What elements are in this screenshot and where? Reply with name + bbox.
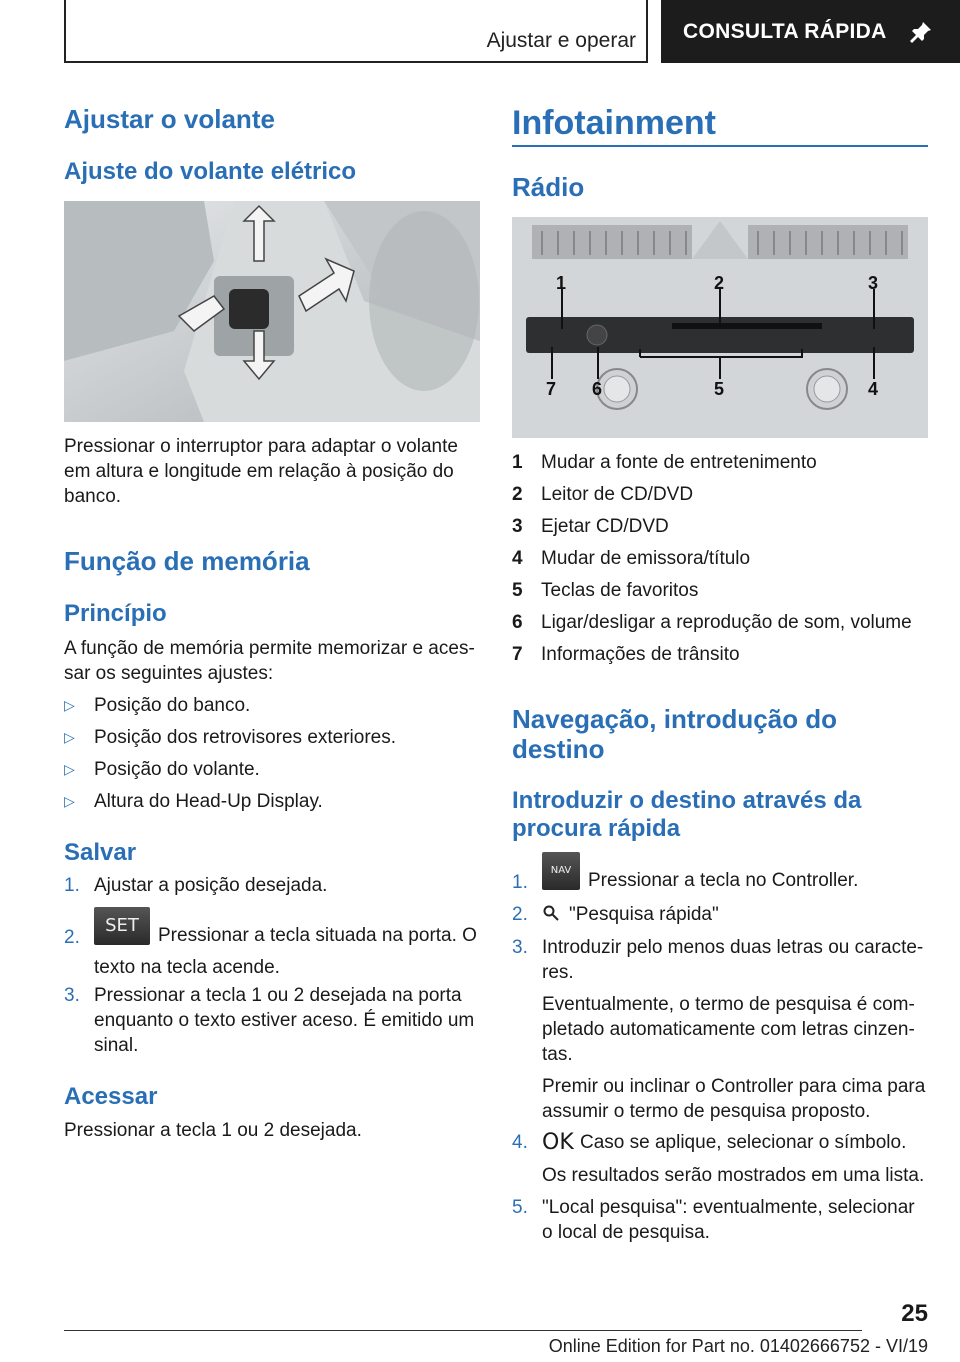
radio-panel-image [512, 217, 928, 438]
steering-description: Pressionar o interruptor para adaptar o volante em altura e longitude em relação à posição do banco. [64, 436, 458, 507]
set-key-icon: SET [94, 907, 150, 945]
radio-callout: 3 [868, 273, 879, 293]
radio-callout: 5 [714, 379, 725, 399]
principle-description: A função de memória permite memorizar e aces-sar os seguintes ajustes: [64, 638, 475, 684]
heading-access: Acessar [64, 1083, 158, 1110]
heading-save: Salvar [64, 839, 137, 866]
page-number: 25 [901, 1300, 928, 1327]
heading-adjust-steering: Ajustar o volante [64, 104, 275, 134]
triangle-bullet-icon: ▷ [64, 793, 75, 809]
radio-callout: 6 [592, 379, 603, 399]
footer-edition: Online Edition for Part no. 01402666752 - VI/19 [548, 1336, 928, 1356]
pin-icon [909, 20, 933, 44]
radio-callout: 1 [556, 273, 567, 293]
triangle-bullet-icon: ▷ [64, 761, 75, 777]
quick-reference-tab [661, 0, 960, 63]
triangle-bullet-icon: ▷ [64, 697, 75, 713]
header-section-title: Ajustar e operar [486, 29, 636, 52]
heading-rule [512, 145, 928, 147]
footer-rule [64, 1330, 862, 1331]
heading-navigation: Navegação, introdução do destino [512, 704, 838, 764]
ok-symbol-icon: OK [542, 1130, 574, 1155]
radio-callout: 2 [714, 273, 725, 293]
heading-radio: Rádio [512, 172, 585, 202]
steering-switch-image [64, 201, 480, 422]
radio-callout: 4 [868, 379, 879, 399]
radio-callout: 7 [546, 379, 557, 399]
access-description: Pressionar a tecla 1 ou 2 desejada. [64, 1120, 362, 1141]
quick-reference-label: CONSULTA RÁPIDA [683, 19, 887, 43]
triangle-bullet-icon: ▷ [64, 729, 75, 745]
heading-principle: Princípio [64, 600, 167, 627]
heading-memory-function: Função de memória [64, 546, 310, 576]
search-icon [543, 905, 559, 921]
nav-key-icon: NAV [542, 852, 580, 890]
heading-infotainment: Infotainment [512, 104, 716, 142]
heading-quick-search: Introduzir o destino através da procura rápida [512, 787, 862, 842]
heading-electric-steering: Ajuste do volante elétrico [64, 158, 357, 185]
